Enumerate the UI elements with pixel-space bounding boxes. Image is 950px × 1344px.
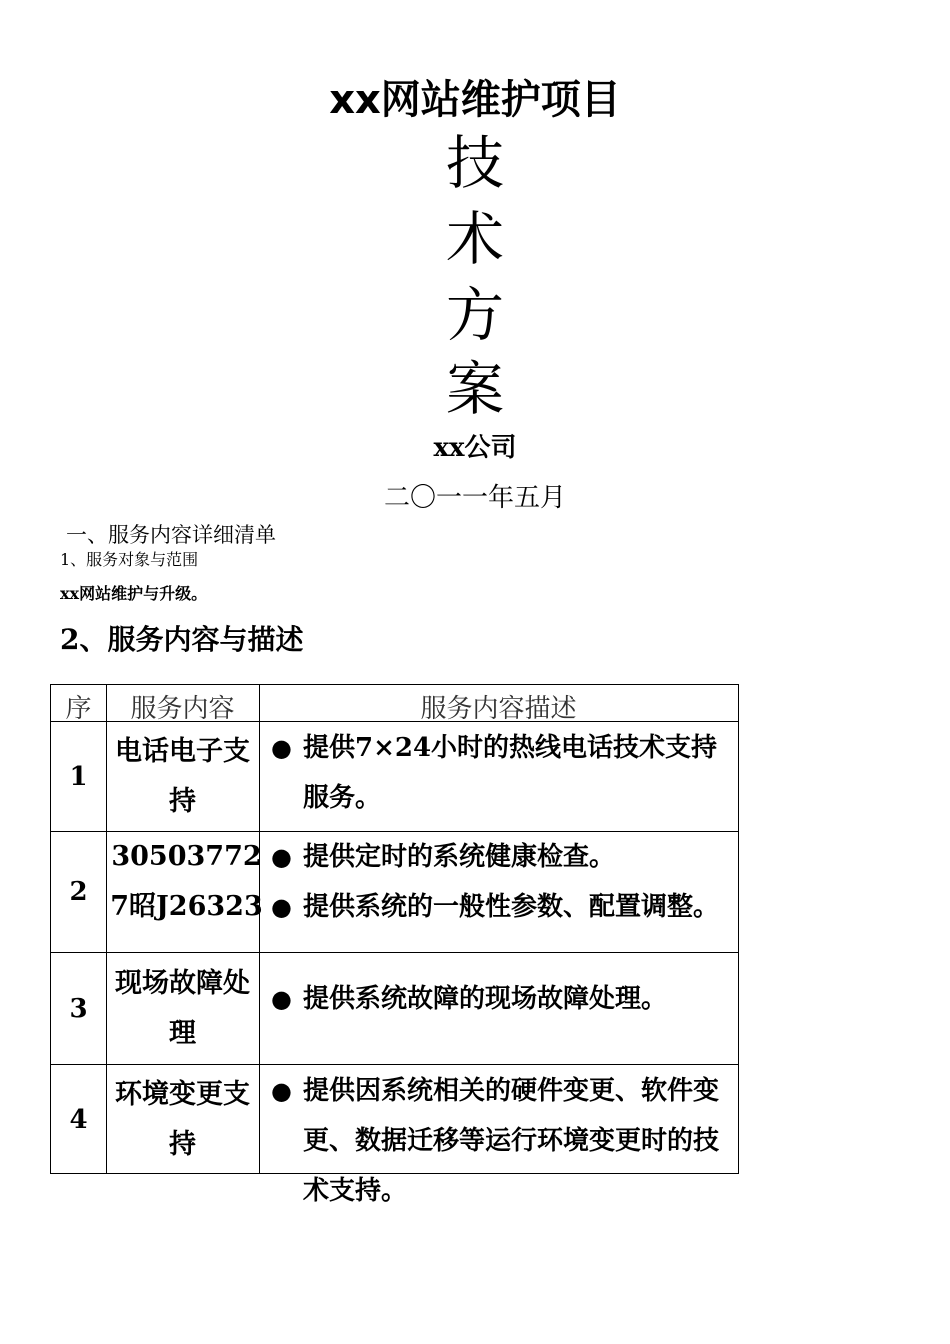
bullet-icon: ● (271, 733, 292, 762)
cover-char-1: 技 (445, 129, 504, 197)
service-table (50, 684, 739, 1206)
list-item: ● 提供系统的一般性参数、配置调整。 (271, 882, 730, 932)
bullet-icon: ● (271, 1076, 292, 1105)
service-name: 现场故障处理 (115, 968, 250, 1049)
scope-text: xx网站维护与升级。 (60, 584, 208, 603)
document-date: 二〇一一年五月 (383, 483, 566, 513)
company-name: xx公司 (433, 433, 517, 463)
table-row (51, 832, 738, 952)
service-name: 电话电子支持 (115, 736, 250, 817)
service-description (259, 832, 738, 952)
section-2-heading: 2、服务内容与描述 (60, 623, 304, 656)
cover-char-3: 方 (445, 281, 504, 349)
table-header-service: 服务内容 (130, 694, 235, 724)
row-number: 1 (69, 761, 88, 792)
cover-char-4: 案 (445, 355, 504, 423)
document-title: xx网站维护项目 (329, 77, 621, 123)
row-number: 3 (69, 993, 88, 1024)
section-1-heading: 一、服务内容详细清单 (66, 523, 276, 547)
bullet-icon: ● (271, 842, 292, 871)
table-header-description: 服务内容描述 (420, 694, 577, 724)
table-row (51, 953, 738, 1064)
row-number: 4 (69, 1104, 88, 1135)
bullet-icon: ● (271, 984, 292, 1013)
row-number: 2 (69, 877, 88, 907)
list-item: ● 提供系统故障的现场故障处理。 (271, 974, 730, 1024)
service-description (259, 953, 738, 1064)
table-row (51, 722, 738, 831)
table-row (51, 1065, 738, 1206)
service-description (259, 722, 738, 831)
list-item: ● 提供因系统相关的硬件变更、软件变更、数据迁移等运行环境变更时的技术支持。 (271, 1066, 730, 1216)
service-description (259, 1065, 738, 1206)
service-name: 305037727昭J26323 (110, 841, 263, 922)
cover-char-2: 术 (445, 205, 504, 273)
list-item: ● 提供定时的系统健康检查。 (271, 832, 730, 882)
table-header-no: 序 (65, 694, 92, 724)
section-1-subheading: 1、服务对象与范围 (60, 550, 199, 569)
list-item: ● 提供7×24小时的热线电话技术支持服务。 (271, 723, 730, 823)
service-name: 环境变更支持 (115, 1079, 250, 1160)
bullet-icon: ● (271, 892, 292, 921)
